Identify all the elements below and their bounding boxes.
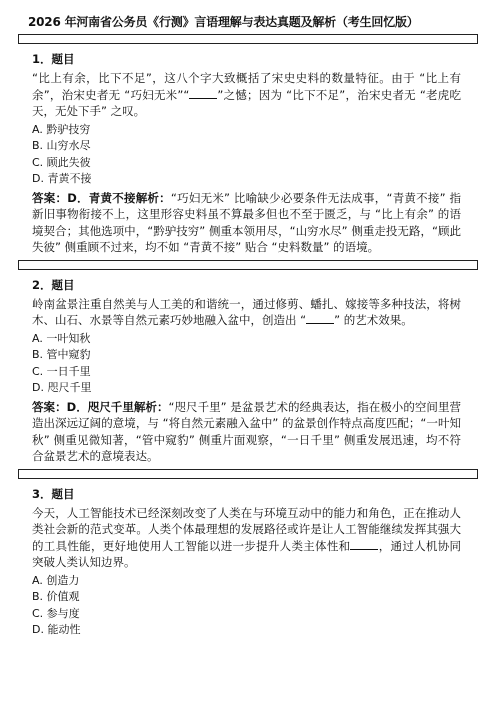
option-c: C. 一日千里 — [32, 364, 91, 378]
option-b: B. 山穷水尽 — [32, 139, 91, 152]
answer-label: 答案：D．咫尺千里解析： — [32, 399, 169, 414]
question-heading: 1．题目 — [32, 52, 75, 66]
question-heading: 3．题目 — [32, 486, 75, 501]
question-3 — [32, 487, 461, 639]
answer-blank — [306, 312, 334, 324]
question-heading: 2．题目 — [32, 277, 75, 292]
option-c: C. 顾此失彼 — [32, 155, 91, 169]
answer-blank — [350, 538, 378, 550]
question-2 — [32, 278, 461, 465]
option-d: D. 青黄不接 — [32, 172, 92, 185]
question-1 — [32, 52, 461, 256]
option-a: A. 黔驴技穷 — [32, 122, 91, 136]
option-c: C. 参与度 — [32, 606, 80, 620]
option-d: D. 咫尺千里 — [32, 381, 92, 394]
question-text: “比上有余，比下不足”，这八个字大致概括了宋史史料的数量特征。由于 “比上有余”，治宋史者无 “巧妇无米”“ ”之憾；因为 “比下不足”，治宋史者无 “老虎吃天，无处下手” 之叹。 — [32, 71, 461, 118]
option-b: B. 价值观 — [32, 590, 80, 603]
separator-box — [18, 34, 478, 44]
option-a: A. 创造力 — [32, 573, 80, 587]
document-title: 2026 年河南省公务员《行测》言语理解与表达真题及解析（考生回忆版） — [28, 15, 419, 29]
option-b: B. 管中窥豹 — [32, 348, 91, 361]
answer-blank — [189, 87, 217, 99]
question-text: 今天，人工智能技术已经深刻改变了人类在与环境互动中的能力和角色，正在推动人类社会新的范式变革。人类个体最理想的发展路径或许是让人工智能继续发挥其强大的工具性能，更好地使用人工智能以进一步提升人类主体性和 ，通过人机协同突破人类认知边界。 — [32, 505, 462, 569]
option-a: A. 一叶知秋 — [32, 331, 91, 345]
separator-box — [18, 260, 478, 270]
answer-explanation: 答案：D．咫尺千里解析：“咫尺千里” 是盆景艺术的经典表达，指在极小的空间里营造出深远辽阔的意境，与 “将自然元素融入盆中” 的盆景创作特点高度匹配；“一叶知秋” 侧重见微知著，“管中窥豹” 侧重片面观察，“一日千里” 侧重发展迅速，均不符合盆景艺术的意境表达。 — [32, 399, 461, 463]
separator-box — [18, 469, 478, 479]
question-text: 岭南盆景注重自然美与人工美的和谐统一，通过修剪、蟠扎、嫁接等多种技法，将树木、山石、水景等自然元素巧妙地融入盆中，创造出 “ ” 的艺术效果。 — [32, 296, 461, 327]
answer-label: 答案：D．青黄不接解析： — [32, 190, 171, 205]
option-d: D. 能动性 — [32, 623, 81, 636]
answer-explanation: 答案：D．青黄不接解析：“巧妇无米” 比喻缺少必要条件无法成事，“青黄不接” 指新旧事物衔接不上，这里形容史料虽不算最多但也不至于匮乏，与 “比上有余” 的语境契合；其他选项中，“黔驴技穷” 侧重本领用尽，“山穷水尽” 侧重走投无路，“顾此失彼” 侧重顾不过来，均不如 “青黄不接” 贴合 “史料数量” 的语境。 — [32, 190, 462, 254]
